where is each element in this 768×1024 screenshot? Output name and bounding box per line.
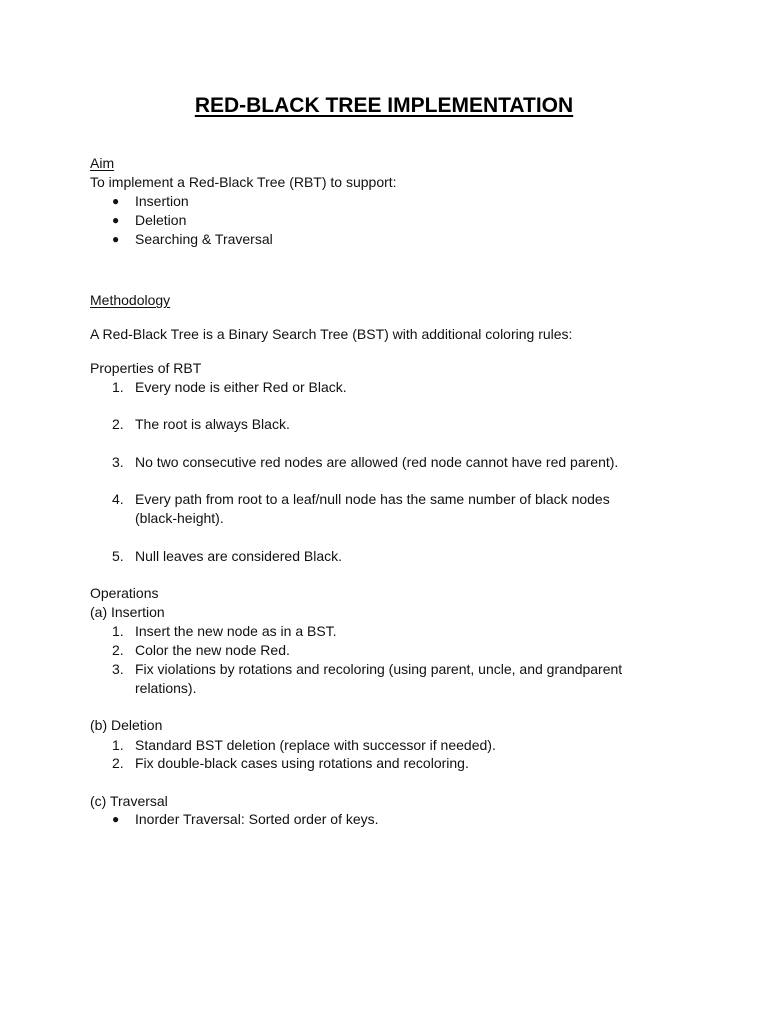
list-number: 2. — [112, 416, 124, 432]
deletion-heading: (b) Deletion — [90, 717, 163, 733]
page-title: RED-BLACK TREE IMPLEMENTATION — [194, 94, 574, 117]
step-text: Fix double-black cases using rotations and recoloring. — [135, 755, 469, 771]
list-number: 3. — [112, 454, 124, 470]
list-number: 3. — [112, 661, 124, 677]
property-text: The root is always Black. — [135, 416, 290, 432]
properties-heading: Properties of RBT — [90, 360, 202, 376]
aim-heading: Aim — [90, 155, 115, 171]
step-text: relations). — [135, 680, 197, 696]
property-text: No two consecutive red nodes are allowed (red node cannot have red parent). — [135, 454, 619, 470]
list-number: 1. — [112, 623, 124, 639]
list-number: 2. — [112, 755, 124, 771]
aim-item-text: Searching & Traversal — [135, 231, 273, 247]
bullet-icon: ● — [112, 194, 120, 208]
bullet-icon: ● — [112, 213, 120, 227]
step-text: Color the new node Red. — [135, 642, 290, 658]
property-text: Every path from root to a leaf/null node has the same number of black nodes — [135, 491, 610, 507]
list-number: 5. — [112, 548, 124, 564]
step-text: Fix violations by rotations and recoloring (using parent, uncle, and grandparent — [135, 661, 623, 677]
insertion-heading: (a) Insertion — [90, 604, 165, 620]
step-text: Standard BST deletion (replace with successor if needed). — [135, 737, 496, 753]
list-number: 1. — [112, 737, 124, 753]
property-text: Every node is either Red or Black. — [135, 379, 347, 395]
step-text: Insert the new node as in a BST. — [135, 623, 337, 639]
list-number: 4. — [112, 491, 124, 507]
property-text: (black-height). — [135, 510, 224, 526]
aim-item-text: Insertion — [135, 193, 189, 209]
list-number: 2. — [112, 642, 124, 658]
list-number: 1. — [112, 379, 124, 395]
traversal-item-text: Inorder Traversal: Sorted order of keys. — [135, 811, 379, 827]
traversal-heading: (c) Traversal — [90, 793, 168, 809]
methodology-heading: Methodology — [90, 292, 171, 308]
aim-intro: To implement a Red-Black Tree (RBT) to support: — [90, 174, 397, 190]
property-text: Null leaves are considered Black. — [135, 548, 342, 564]
bullet-icon: ● — [112, 232, 120, 246]
operations-heading: Operations — [90, 585, 159, 601]
bullet-icon: ● — [112, 812, 120, 826]
aim-item-text: Deletion — [135, 212, 187, 228]
methodology-intro: A Red-Black Tree is a Binary Search Tree (BST) with additional coloring rules: — [90, 326, 573, 342]
